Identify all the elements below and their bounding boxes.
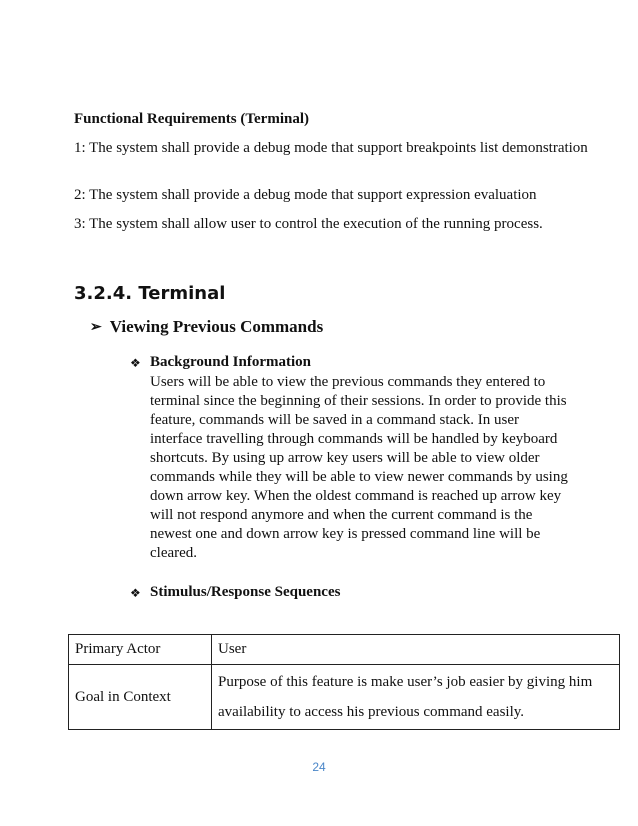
requirement-1: 1: The system shall provide a debug mode that support breakpoints list demonstration	[74, 140, 588, 156]
subheading	[90, 317, 323, 337]
arrowhead-bullet-icon: ➢	[90, 319, 102, 335]
stimulus-response-title: Stimulus/Response Sequences	[150, 584, 341, 600]
background-paragraph: Users will be able to view the previous commands they entered to terminal since the beginning of their sessions. In order to provide this feature, commands will be saved in a command stack. In user interface travelling through commands will be handled by keyboard shortcuts. By using up arrow key users will be able to view older commands while they will be able to view newer commands by using down arrow key. When the oldest command is reached up arrow key will not respond anymore and when the current command is the newest one and down arrow key is pressed command line will be cleared.	[150, 374, 568, 561]
requirement-2: 2: The system shall provide a debug mode that support expression evaluation	[74, 187, 537, 203]
section-heading: 3.2.4. Terminal	[74, 283, 226, 304]
table-cell-value: Purpose of this feature is make user’s job easier by giving him availability to access his previous command easily.	[212, 665, 620, 730]
four-diamond-bullet-icon: ❖	[130, 586, 141, 600]
table-row	[69, 665, 620, 730]
functional-requirements-title: Functional Requirements (Terminal)	[74, 111, 309, 127]
table-cell-value: User	[212, 635, 620, 665]
use-case-table	[68, 634, 620, 730]
four-diamond-bullet-icon: ❖	[130, 356, 141, 370]
subheading-text: Viewing Previous Commands	[109, 317, 324, 336]
background-title: Background Information	[150, 354, 312, 370]
table-cell-label: Primary Actor	[69, 635, 212, 665]
table-cell-label: Goal in Context	[69, 665, 212, 730]
table-row	[69, 635, 620, 665]
requirement-3: 3: The system shall allow user to control the execution of the running process.	[74, 216, 543, 232]
page-number: 24	[312, 760, 326, 774]
